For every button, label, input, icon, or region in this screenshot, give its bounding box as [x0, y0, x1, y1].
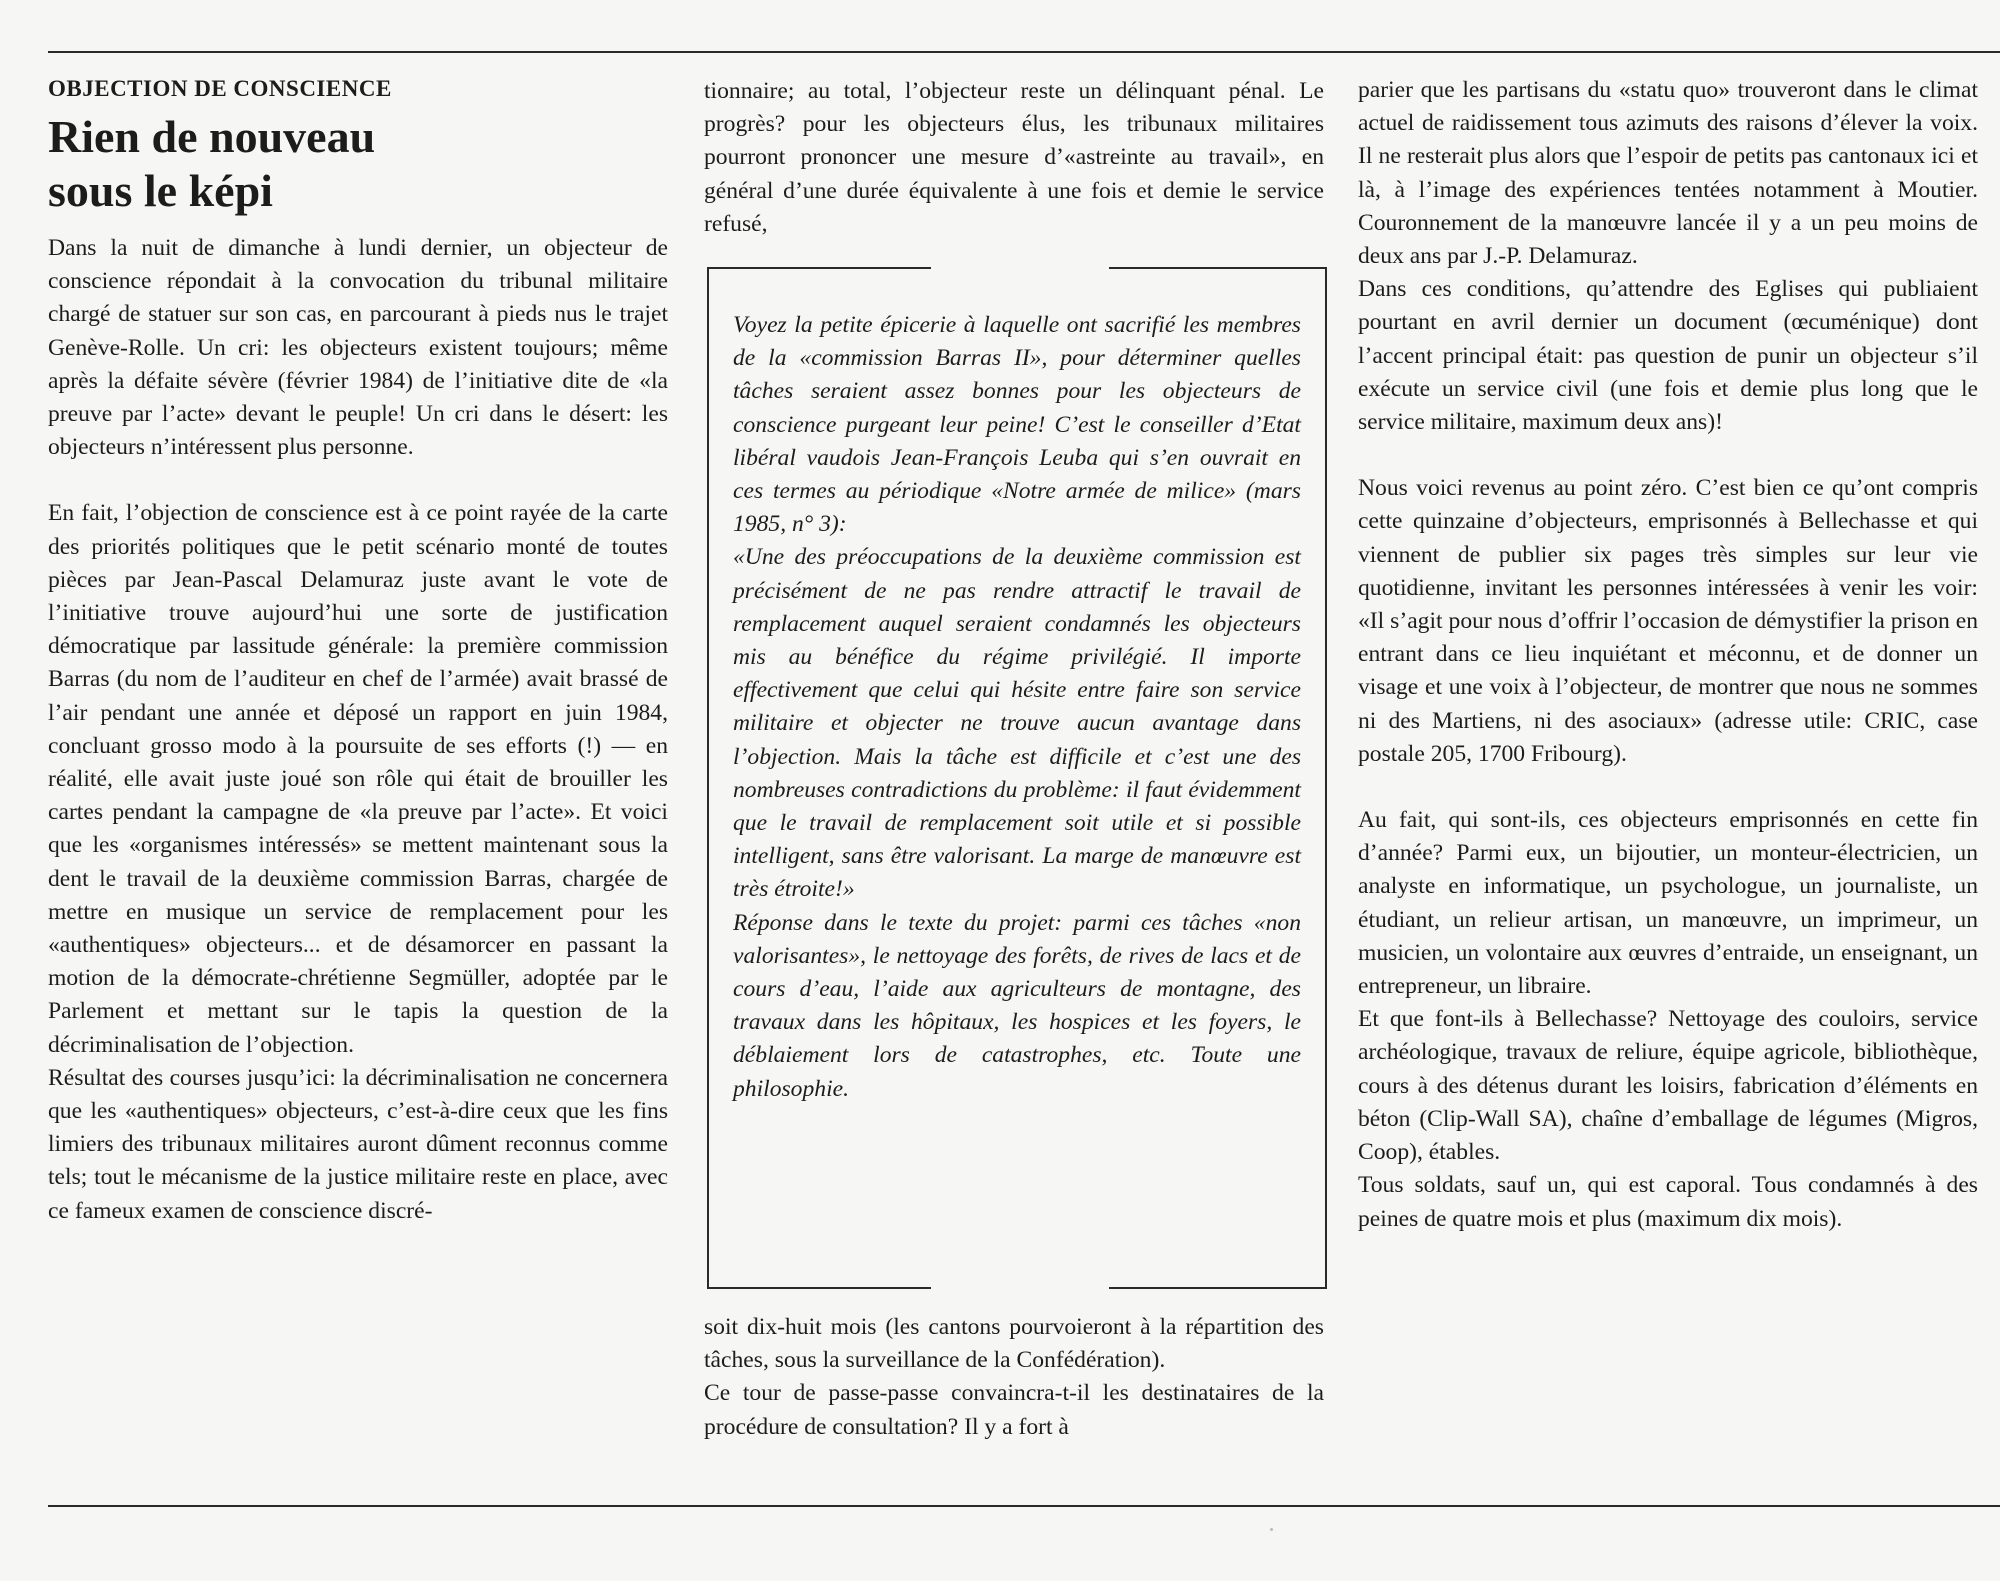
paragraph: Et que font-ils à Bellechasse? Nettoyage des couloirs, service archéologique, travaux de reliure, équipe agricole, bibliothèque, cours à des détenus durant les loisirs, fabrication d’éléments en béton (Clip-Wall SA), chaîne d’emballage de légumes (Migros, Coop), étables. [1358, 1006, 1978, 1166]
paragraph: soit dix-huit mois (les cantons pourvoieront à la répartition des tâches, sous la surveillance de la Confédération). [704, 1314, 1324, 1374]
headline-line-1: Rien de nouveau [48, 111, 376, 162]
article-headline [48, 110, 668, 218]
paragraph: Dans la nuit de dimanche à lundi dernier, un objecteur de conscience répondait à la convocation du tribunal militaire chargé de statuer sur son cas, en parcourant à pieds nus le trajet Genève-Rolle. Un cri: les objecteurs existent toujours; même après la défaite sévère (février 1984) de l’initiative dite de «la preuve par l’acte» devant le peuple! Un cri dans le désert: les objecteurs n’intéressent plus personne. [48, 235, 668, 461]
paragraph: parier que les partisans du «statu quo» trouveront dans le climat actuel de raidissement tous azimuts des raisons d’élever la voix. Il ne resterait plus alors que l’espoir de petits pas cantonaux ici et là, à l’image des expériences tentées notamment à Moutier. Couronnement de la manœuvre lancée il y a un peu moins de deux ans par J.-P. Delamuraz. [1358, 77, 1978, 270]
article-column-middle-top [704, 75, 1324, 241]
scan-speck [1270, 1528, 1273, 1531]
paragraph: tionnaire; au total, l’objecteur reste un délinquant pénal. Le progrès? pour les objecteurs élus, les tribunaux militaires pourront prononcer une mesure d’«astreinte au travail», en général d’une durée équivalente à une fois et demie le service refusé, [704, 78, 1324, 237]
quote-paragraph: Voyez la petite épicerie à laquelle ont sacrifié les membres de la «commission Barras II», pour déterminer quelles tâches seraient assez bonnes pour les objecteurs de conscience purgeant leur peine! C’est le conseiller d’Etat libéral vaudois Jean-François Leuba qui s’en ouvrait en ces termes au périodique «Notre armée de milice» (mars 1985, n° 3): [733, 312, 1301, 538]
article-column-middle-bottom [704, 1311, 1324, 1444]
paragraph: En fait, l’objection de conscience est à ce point rayée de la carte des priorités politiques que le petit scénario monté de toutes pièces par Jean-Pascal Delamuraz juste avant le vote de l’initiative trouve aujourd’hui une sorte de justification démocratique par lassitude générale: la première commission Barras (du nom de l’auditeur en chef de l’armée) avait brassé de l’air pendant une année et déposé un rapport en juin 1984, concluant grosso modo à la poursuite de ses efforts (!) — en réalité, elle avait juste joué son rôle qui était de brouiller les cartes pendant la campagne de «la preuve par l’acte». Et voici que les «organismes intéressés» se mettent maintenant sous la dent le travail de la deuxième commission Barras, chargée de mettre en musique un service de remplacement pour les «authentiques» objecteurs... et de désamorcer en passant la motion de la démocrate-chrétienne Segmüller, adoptée par le Parlement et mettant sur le tapis la question de la décriminalisation de l’objection. [48, 500, 668, 1058]
quote-paragraph: Réponse dans le texte du projet: parmi ces tâches «non valorisantes», le nettoyage des forêts, de rives de lacs et de cours d’eau, l’aide aux agriculteurs de montagne, des travaux dans les hôpitaux, les hospices et les foyers, le déblaiement lors de catastrophes, etc. Toute une philosophie. [733, 909, 1301, 1102]
article-column-left [48, 74, 668, 1228]
paragraph: Dans ces conditions, qu’attendre des Eglises qui publiaient pourtant en avril dernier un document (œcuménique) dont l’accent principal était: pas question de punir un objecteur s’il exécute un service civil (une fois et demie plus long que le service militaire, maximum deux ans)! [1358, 276, 1978, 436]
article-column-right [1358, 74, 1978, 1236]
bottom-rule [48, 1505, 2000, 1507]
quote-box [707, 267, 1327, 1289]
paragraph: Au fait, qui sont-ils, ces objecteurs emprisonnés en cette fin d’année? Parmi eux, un bijoutier, un monteur-électricien, un analyste en informatique, un psychologue, un journaliste, un étudiant, un relieur artisan, un manœuvre, un imprimeur, un musicien, un volontaire aux œuvres d’entraide, un enseignant, un entrepreneur, un libraire. [1358, 807, 1978, 1000]
quote-text [733, 309, 1301, 1106]
headline-line-2: sous le képi [48, 165, 273, 216]
paragraph: Ce tour de passe-passe convaincra-t-il les destinataires de la procédure de consultation? Il y a fort à [704, 1380, 1324, 1440]
article-kicker: OBJECTION DE CONSCIENCE [48, 76, 392, 101]
paragraph: Nous voici revenus au point zéro. C’est bien ce qu’ont compris cette quinzaine d’objecteurs, emprisonnés à Bellechasse et qui viennent de publier six pages très simples sur leur vie quotidienne, invitant les personnes intéressées à venir les voir: «Il s’agit pour nous d’offrir l’occasion de démystifier la prison en entrant dans ce lieu inquiétant et méconnu, et de donner un visage et une voix à l’objecteur, de montrer que nous ne sommes ni des Martiens, ni des asociaux» (adresse utile: CRIC, case postale 205, 1700 Fribourg). [1358, 475, 1978, 767]
paragraph: Tous soldats, sauf un, qui est caporal. Tous condamnés à des peines de quatre mois et plus (maximum dix mois). [1358, 1172, 1978, 1232]
paragraph: Résultat des courses jusqu’ici: la décriminalisation ne concernera que les «authentiques» objecteurs, c’est-à-dire ceux que les fins limiers des tribunaux militaires auront dûment reconnus comme tels; tout le mécanisme de la justice militaire reste en place, avec ce fameux examen de conscience discré- [48, 1064, 668, 1224]
top-rule [48, 51, 2000, 53]
quote-paragraph: «Une des préoccupations de la deuxième commission est précisément de ne pas rendre attractif le travail de remplacement auquel seraient condamnés les objecteurs mis au bénéfice du régime privilégié. Il importe effectivement que celui qui hésite entre faire son service militaire et objecter ne trouve aucun avantage dans l’objection. Mais la tâche est difficile et c’est une des nombreuses contradictions du problème: il faut évidemment que le travail de remplacement soit utile et si possible intelligent, sans être valorisant. La marge de manœuvre est très étroite!» [733, 544, 1301, 903]
